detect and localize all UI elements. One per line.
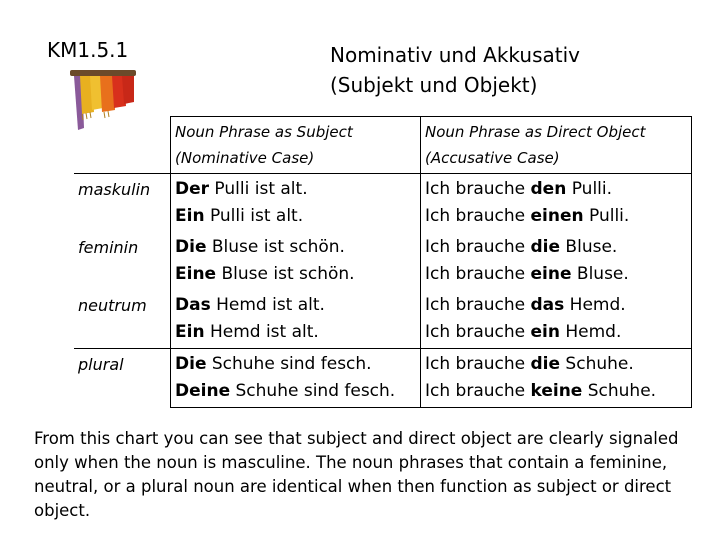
subject-sentence [175,234,416,261]
header-object [421,117,692,174]
object-sentence [425,378,687,405]
subject-rest: Schuhe sind fesch. [230,381,396,401]
object-cell [421,290,692,349]
object-pre: Ich brauche [425,381,531,401]
table-row [74,174,692,233]
subject-cell [171,290,421,349]
title-line-2: (Subjekt und Objekt) [330,73,538,97]
subject-rest: Schuhe sind fesch. [206,354,372,374]
row-label-maskulin: maskulin [74,174,171,233]
header-subject [171,117,421,174]
hanger-bar [70,70,136,76]
table-row [74,349,692,408]
object-pre: Ich brauche [425,237,531,257]
object-rest: Pulli. [583,206,630,226]
header-object-line-1: Noun Phrase as Direct Object [425,123,646,141]
object-pre: Ich brauche [425,295,531,315]
scarf-red-2 [122,76,134,104]
header-subject-line-2: (Nominative Case) [175,149,315,167]
title-line-1: Nominativ und Akkusativ [330,43,580,67]
object-sentence [425,261,687,288]
subject-cell [171,174,421,233]
row-label-plural: plural [74,349,171,408]
subject-cell [171,232,421,290]
slide-title [330,40,580,100]
object-article: ein [530,322,560,342]
subject-article: Eine [175,264,217,284]
subject-rest: Hemd ist alt. [204,322,319,342]
subject-rest: Hemd ist alt. [210,295,325,315]
subject-article: Die [175,354,207,374]
subject-sentence [175,292,416,319]
subject-rest: Bluse ist schön. [206,237,345,257]
subject-rest: Pulli ist alt. [204,206,304,226]
subject-article: Deine [175,381,231,401]
object-article: das [530,295,565,315]
subject-article: Ein [175,322,205,342]
table-header-row [74,117,692,174]
header-object-line-2: (Accusative Case) [425,149,560,167]
object-pre: Ich brauche [425,206,531,226]
object-pre: Ich brauche [425,322,531,342]
object-article: die [530,354,561,374]
case-table [74,116,692,408]
subject-rest: Pulli ist alt. [209,179,308,199]
subject-sentence [175,319,416,346]
subject-cell [171,349,421,408]
object-article: eine [530,264,572,284]
slide-code: KM1.5.1 [47,38,129,62]
subject-sentence [175,351,416,378]
object-rest: Schuhe. [560,354,634,374]
object-article: keine [530,381,583,401]
object-cell [421,174,692,233]
table-row [74,290,692,349]
object-article: einen [530,206,584,226]
object-rest: Hemd. [559,322,622,342]
object-sentence [425,292,687,319]
subject-article: Ein [175,206,205,226]
object-sentence [425,234,687,261]
header-subject-line-1: Noun Phrase as Subject [175,123,353,141]
object-pre: Ich brauche [425,179,531,199]
object-rest: Schuhe. [582,381,657,401]
object-rest: Hemd. [564,295,626,315]
object-article: die [530,237,561,257]
object-rest: Pulli. [566,179,613,199]
subject-sentence [175,176,416,203]
row-label-feminin: feminin [78,238,139,257]
object-cell [421,349,692,408]
object-pre: Ich brauche [425,264,531,284]
object-sentence [425,203,687,230]
object-cell [421,232,692,290]
object-pre: Ich brauche [425,354,531,374]
table-row [74,232,692,290]
header-empty [74,117,171,174]
object-sentence [425,176,687,203]
object-article: den [530,179,567,199]
subject-rest: Bluse ist schön. [216,264,355,284]
subject-sentence [175,378,416,405]
object-rest: Bluse. [571,264,629,284]
explanation-note: From this chart you can see that subject and direct object are clearly signaled only when the noun is masculine. The noun phrases that contain a feminine, neutral, or a plural noun are identical when then function as subject or direct object. [34,429,679,520]
row-label-neutrum: neutrum [78,296,147,315]
subject-article: Das [175,295,211,315]
object-sentence [425,351,687,378]
subject-sentence [175,203,416,230]
subject-article: Der [175,179,210,199]
object-sentence [425,319,687,346]
object-rest: Bluse. [560,237,618,257]
subject-sentence [175,261,416,288]
subject-article: Die [175,237,207,257]
